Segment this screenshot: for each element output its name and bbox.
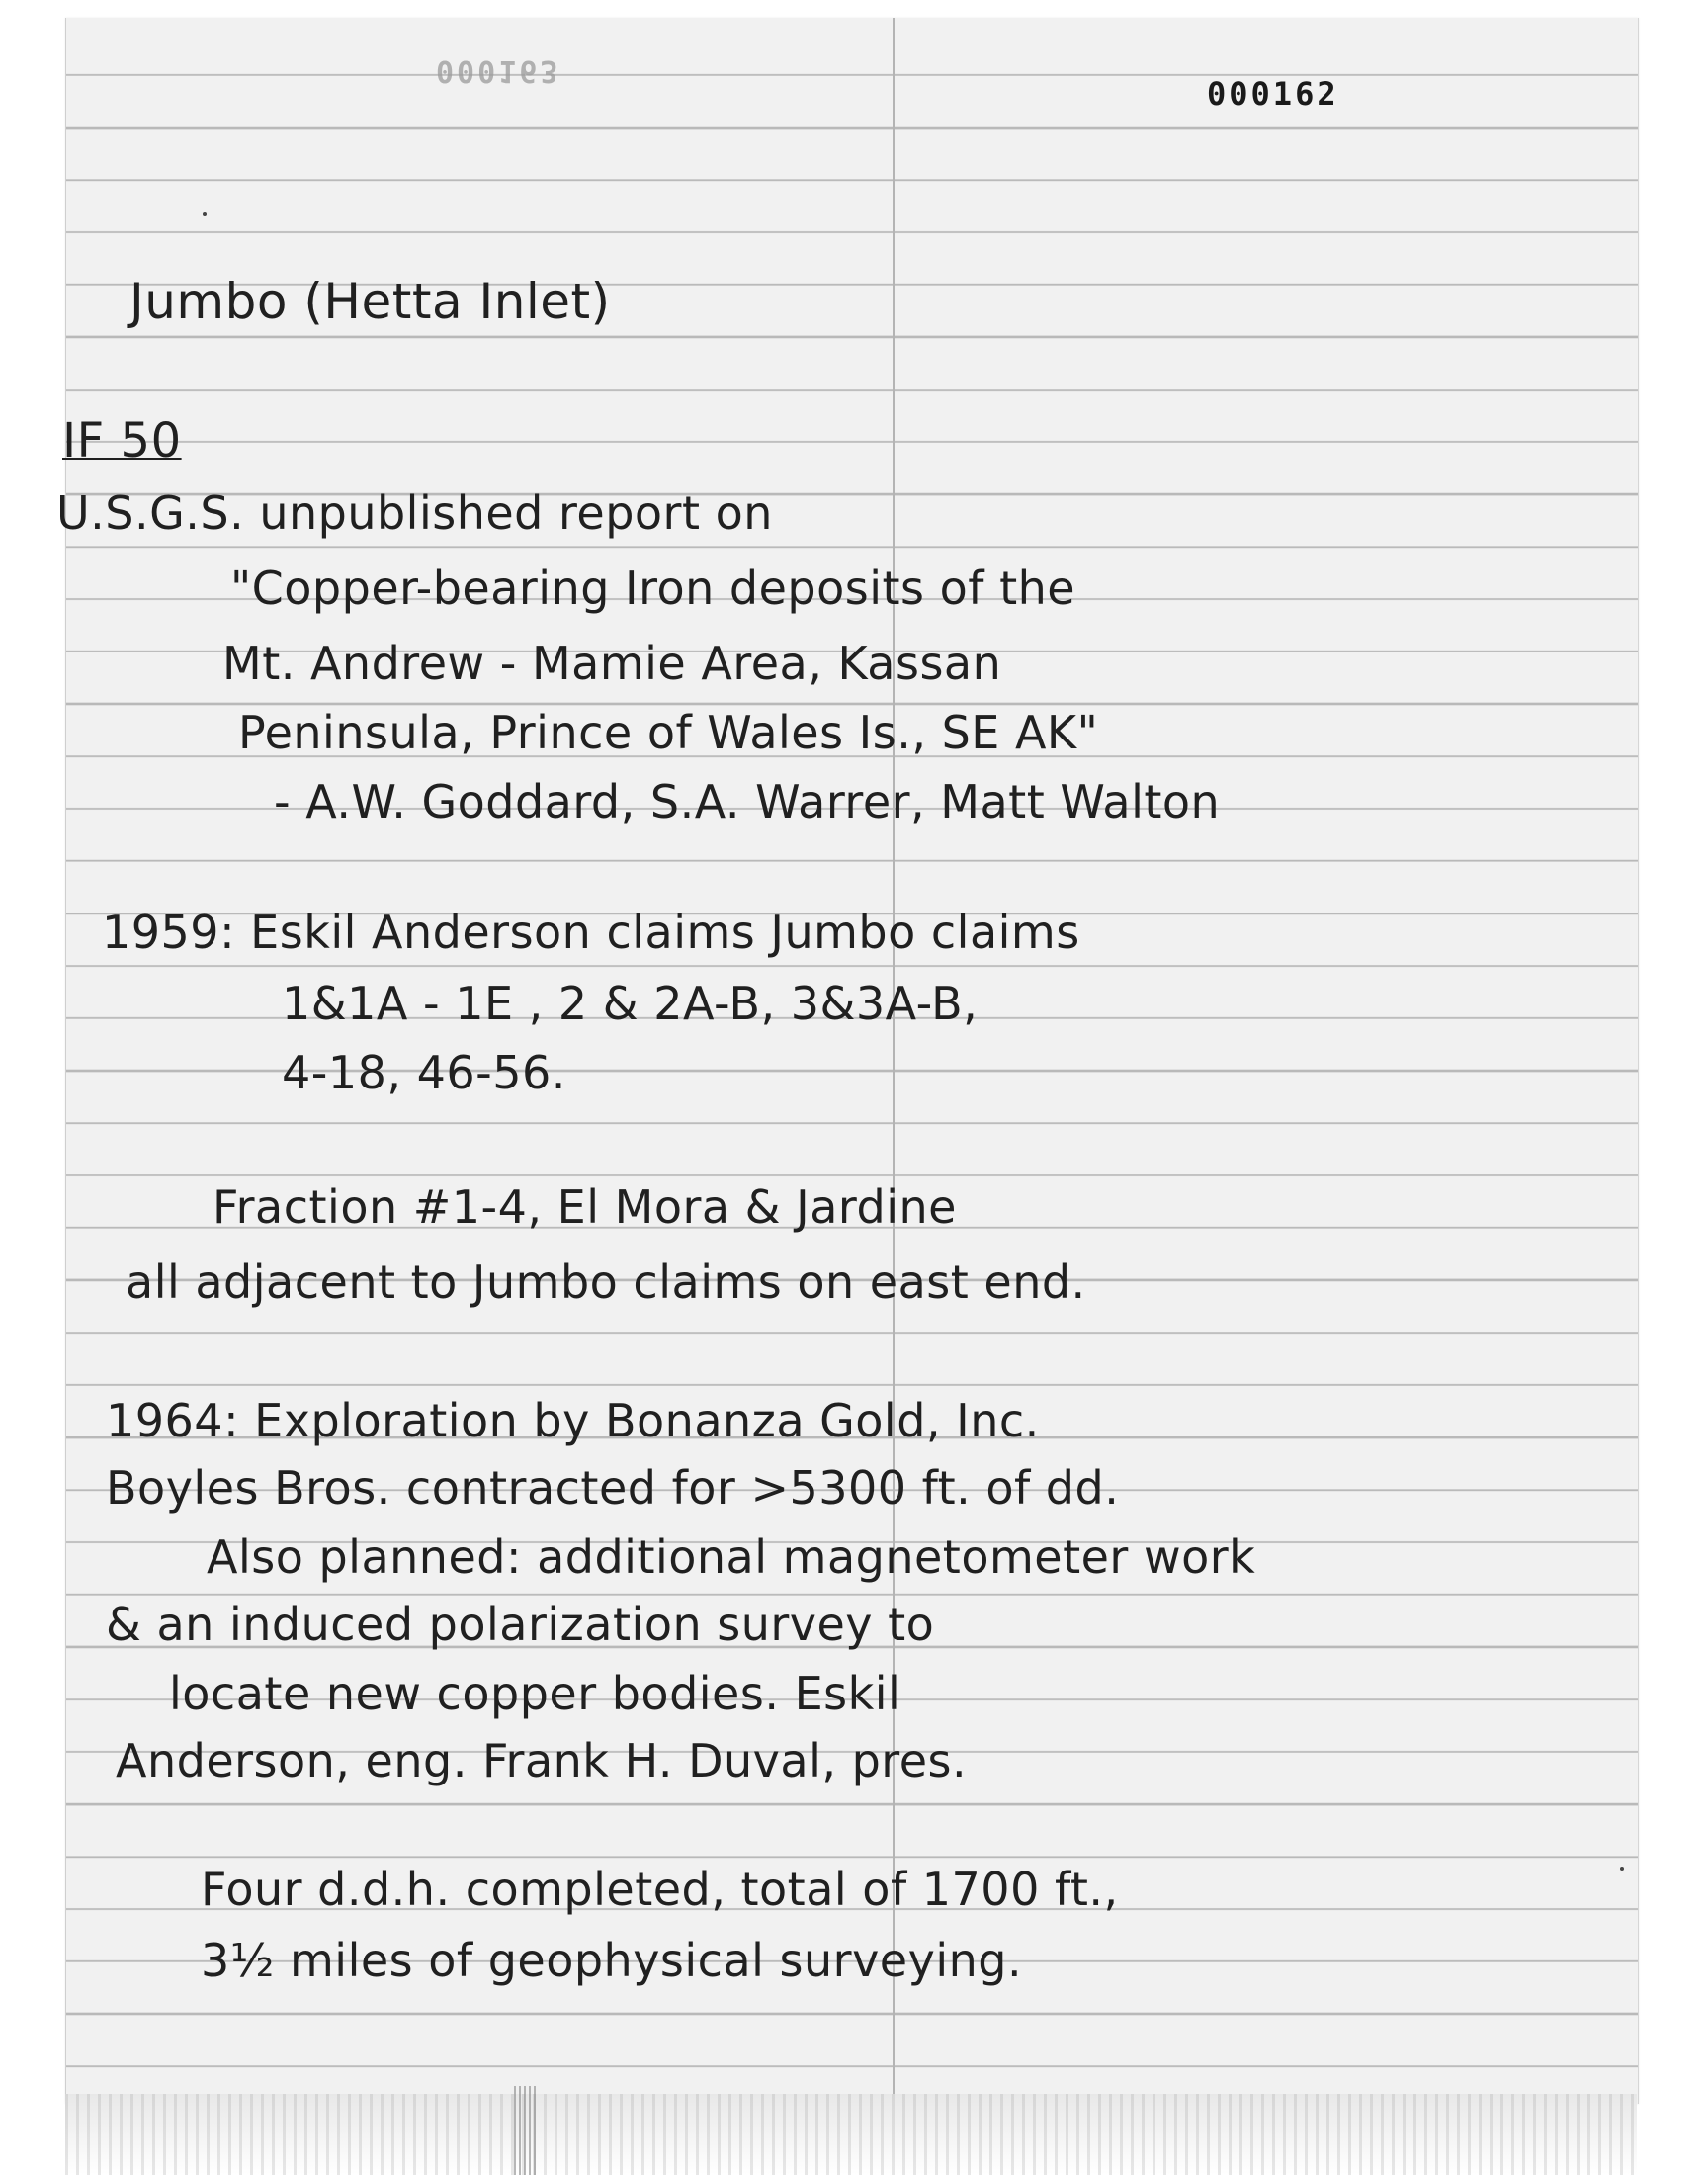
entry-1964-line-6: Anderson, eng. Frank H. Duval, pres.: [116, 1734, 968, 1787]
entry-1959-line-1: 1959: Eskil Anderson claims Jumbo claims: [102, 906, 1080, 959]
fraction-line-2: all adjacent to Jumbo claims on east end.: [126, 1256, 1086, 1309]
source-line-3: Mt. Andrew - Mamie Area, Kassan: [222, 637, 1002, 690]
entry-1959-line-2: 1&1A - 1E , 2 & 2A-B, 3&3A-B,: [282, 977, 979, 1030]
margin-line: [893, 18, 895, 2104]
scan-streak: [514, 2086, 538, 2175]
page-number-stamp: 000162: [1207, 75, 1339, 113]
fraction-line-1: Fraction #1-4, El Mora & Jardine: [213, 1180, 957, 1234]
ink-dot: [1620, 1867, 1624, 1870]
summary-line-1: Four d.d.h. completed, total of 1700 ft.,: [201, 1863, 1119, 1916]
source-line-1: U.S.G.S. unpublished report on: [56, 486, 773, 540]
faded-page-stamp: 000163: [436, 53, 561, 88]
source-line-5: - A.W. Goddard, S.A. Warrer, Matt Walton: [274, 775, 1221, 828]
ink-dot: [203, 212, 207, 216]
scan-edge-artifact: [65, 2094, 1637, 2175]
entry-1964-line-2: Boyles Bros. contracted for >5300 ft. of dd.: [106, 1461, 1120, 1515]
source-line-4: Peninsula, Prince of Wales Is., SE AK": [238, 706, 1099, 759]
notebook-page: [56, 18, 1639, 2104]
entry-1959-line-3: 4-18, 46-56.: [282, 1046, 566, 1099]
entry-1964-line-3: Also planned: additional magnetometer work: [207, 1530, 1256, 1584]
entry-1964-line-4: & an induced polarization survey to: [106, 1598, 935, 1651]
entry-1964-line-5: locate new copper bodies. Eskil: [169, 1667, 901, 1720]
summary-line-2: 3½ miles of geophysical surveying.: [201, 1934, 1023, 1987]
reference-id: IF 50: [62, 413, 182, 469]
source-line-2: "Copper-bearing Iron deposits of the: [230, 562, 1076, 615]
note-title: Jumbo (Hetta Inlet): [129, 273, 611, 330]
entry-1964-line-1: 1964: Exploration by Bonanza Gold, Inc.: [106, 1394, 1040, 1447]
